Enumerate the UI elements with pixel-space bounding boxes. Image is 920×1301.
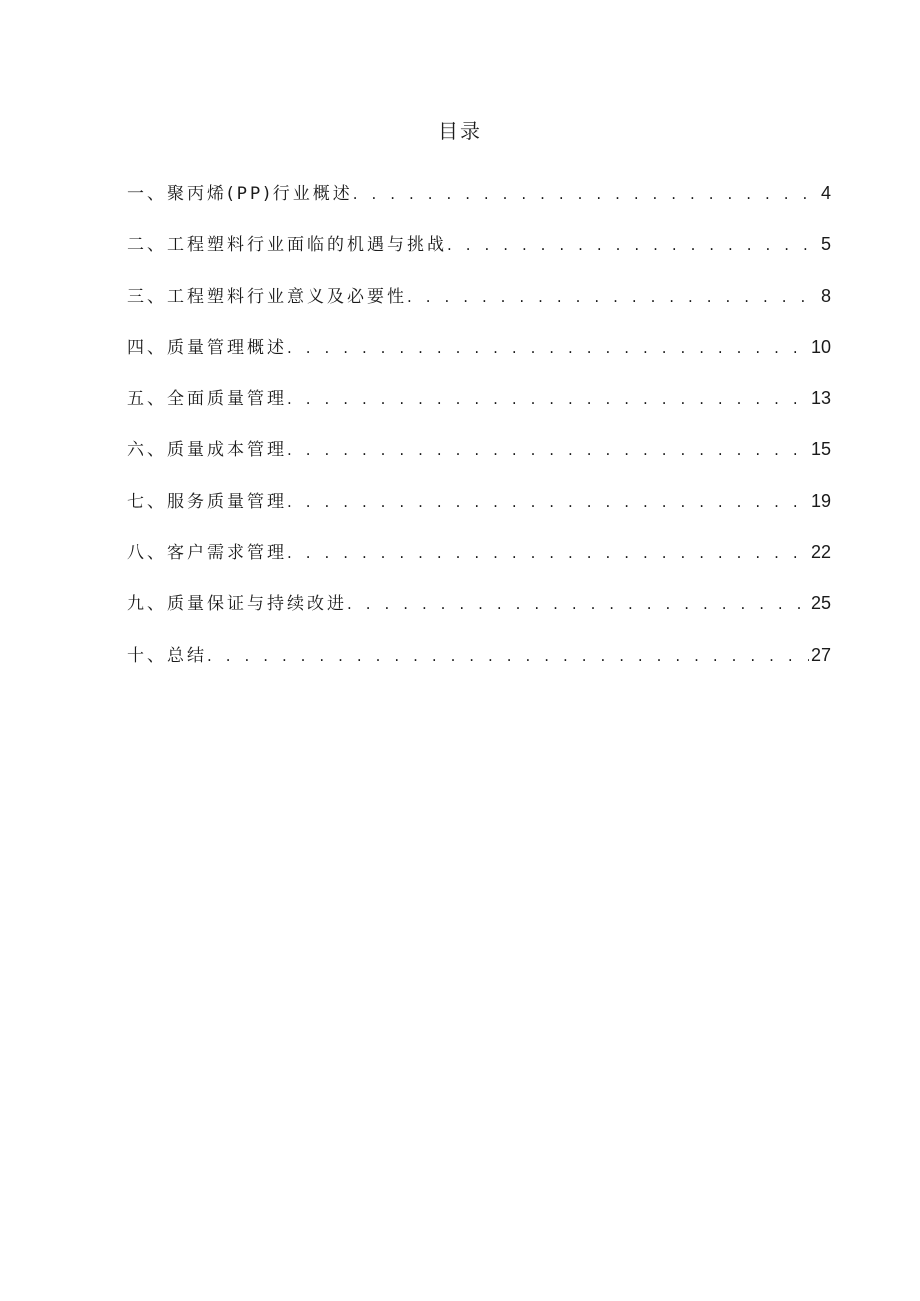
- toc-entry-label: 六、质量成本管理: [127, 440, 287, 461]
- toc-page-number: 13: [810, 388, 831, 409]
- toc-entry-label: 三、工程塑料行业意义及必要性: [127, 286, 407, 307]
- toc-page-number: 10: [810, 336, 831, 357]
- toc-dot-leader: [353, 179, 819, 209]
- toc-page-number: 5: [820, 234, 831, 255]
- toc-entry-label: 五、全面质量管理: [127, 389, 287, 410]
- toc-entry-10[interactable]: [127, 640, 831, 691]
- toc-dot-leader: [287, 487, 809, 517]
- toc-entry-label: 一、聚丙烯(PP)行业概述: [127, 184, 353, 204]
- toc-page-number: 27: [810, 644, 831, 665]
- toc-page-number: 19: [810, 490, 831, 511]
- toc-entry-9[interactable]: [127, 588, 831, 639]
- toc-entry-label: 七、服务质量管理: [127, 491, 287, 512]
- toc-dot-leader: [287, 538, 809, 568]
- toc-entry-4[interactable]: [127, 332, 831, 383]
- toc-entry-2[interactable]: [127, 229, 831, 280]
- toc-entry-label: 九、质量保证与持续改进: [127, 594, 347, 615]
- toc-dot-leader: [447, 230, 819, 260]
- toc-entry-label: 二、工程塑料行业面临的机遇与挑战: [127, 235, 447, 256]
- toc-dot-leader: [287, 384, 809, 414]
- toc-entry-1[interactable]: [127, 178, 831, 229]
- toc-page-number: 25: [810, 593, 831, 614]
- toc-entry-label: 十、总结: [127, 645, 207, 666]
- toc-dot-leader: [287, 333, 809, 363]
- toc-entry-8[interactable]: [127, 537, 831, 588]
- toc-page-number: 22: [810, 542, 831, 563]
- toc-page-number: 4: [820, 183, 831, 203]
- toc-title: 目录: [438, 119, 482, 143]
- toc-entry-6[interactable]: [127, 434, 831, 485]
- toc-entry-label: 四、质量管理概述: [127, 337, 287, 358]
- table-of-contents: [127, 178, 831, 691]
- toc-page-number: 8: [820, 285, 831, 306]
- toc-dot-leader: [287, 435, 809, 465]
- toc-dot-leader: [407, 282, 819, 312]
- toc-entry-label: 八、客户需求管理: [127, 543, 287, 564]
- toc-entry-7[interactable]: [127, 486, 831, 537]
- toc-dot-leader: [207, 641, 809, 671]
- toc-dot-leader: [347, 589, 809, 619]
- toc-entry-3[interactable]: [127, 281, 831, 332]
- toc-entry-5[interactable]: [127, 383, 831, 434]
- toc-page-number: 15: [810, 439, 831, 460]
